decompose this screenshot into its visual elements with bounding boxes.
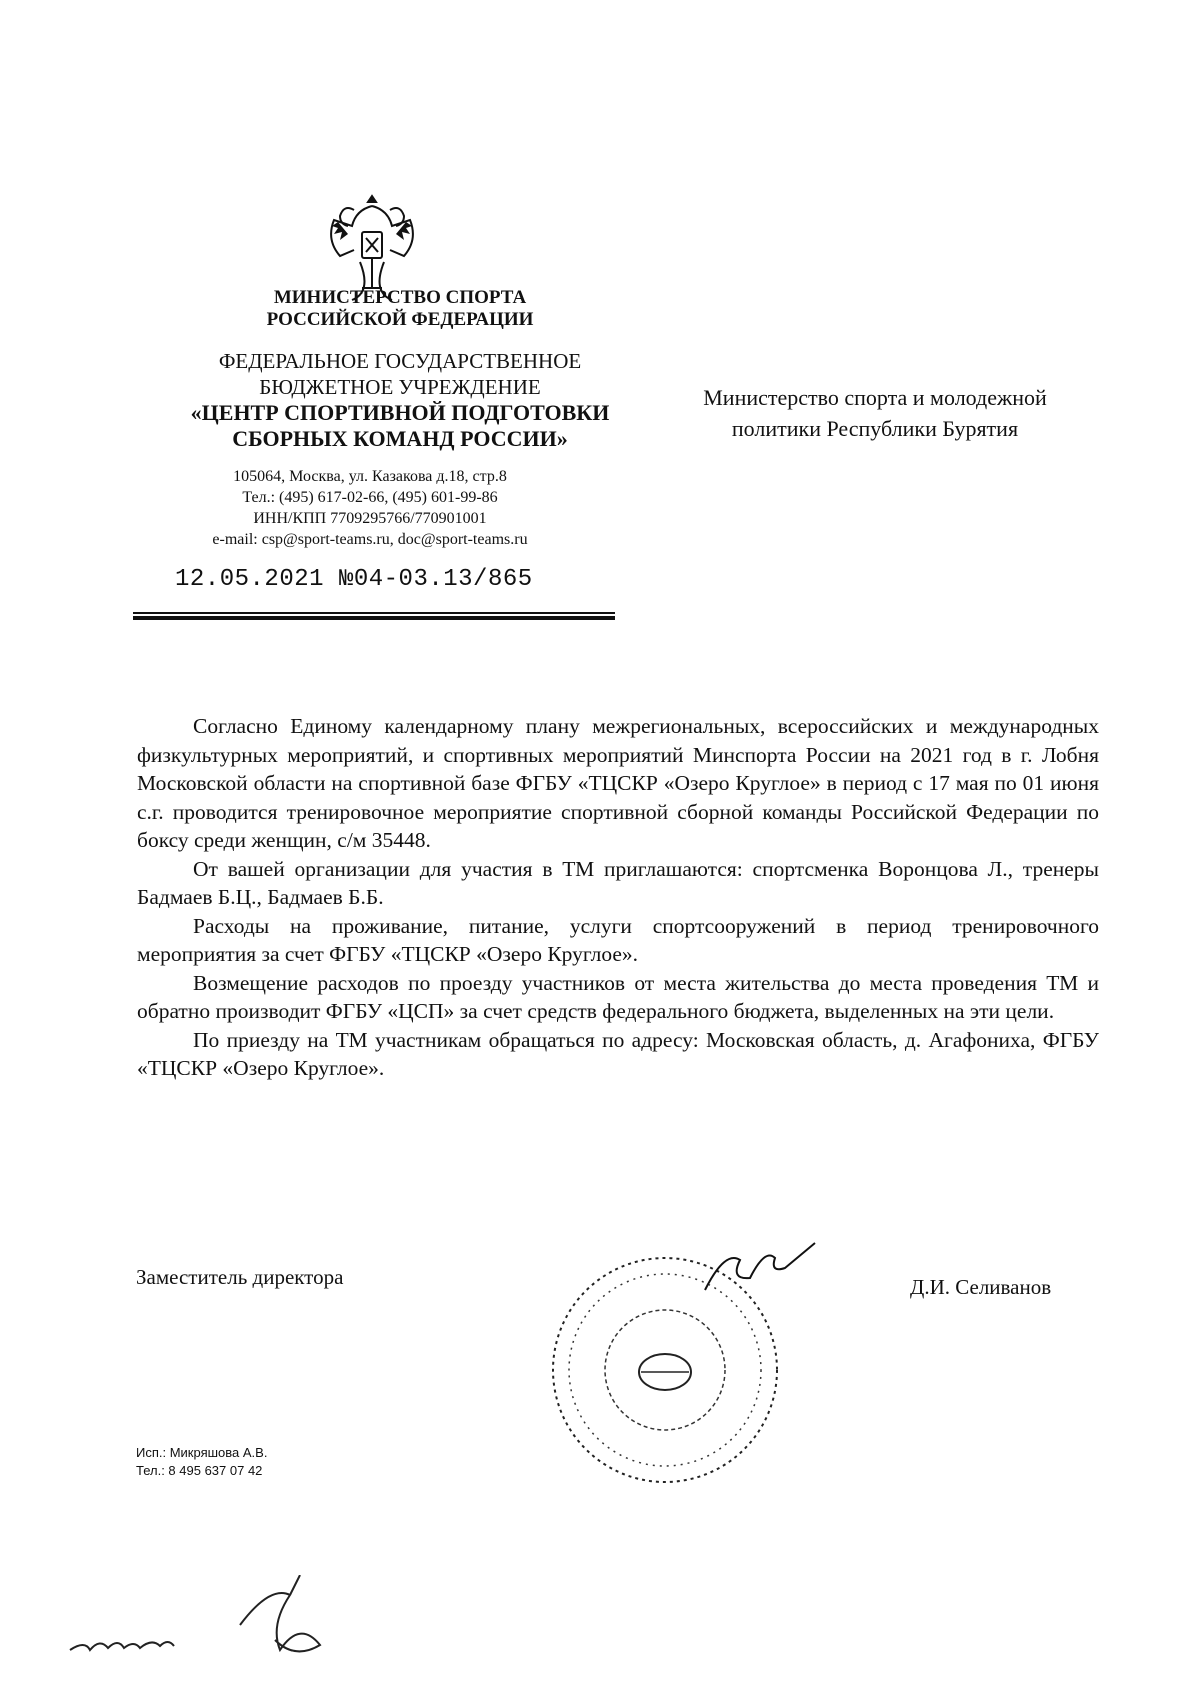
reference-number: 12.05.2021 №04-03.13/865 xyxy=(175,566,533,593)
institution-type-line2: БЮДЖЕТНОЕ УЧРЕЖДЕНИЕ xyxy=(259,375,541,399)
paragraph-4: Возмещение расходов по проезду участников от места жительства до места проведения ТМ и обратно производит ФГБУ «ЦСП» за счет средств федерального бюджета, выделенных на эти цели. xyxy=(137,970,1099,1023)
paragraph-3: Расходы на проживание, питание, услуги спортсооружений в период тренировочного мероприятия за счет ФГБУ «ТЦСКР «Озеро Круглое». xyxy=(137,913,1099,966)
handwritten-signature-icon xyxy=(700,1240,820,1300)
paragraph-1: Согласно Единому календарному плану межрегиональных, всероссийских и международных физкультурных мероприятий, и спортивных мероприятий Минспорта России на 2021 год в г. Лобня Московской области на спортивной базе ФГБУ «ТЦСКР «Озеро Круглое» в период с 17 мая по 01 июня с.г. проводится тренировочное мероприятие спортивной сборной команды Российской Федерации по боксу среди женщин, с/м 35448. xyxy=(137,714,1099,852)
executor-name: Исп.: Микряшова А.В. xyxy=(136,1445,268,1460)
institution-name-line2: СБОРНЫХ КОМАНД РОССИИ» xyxy=(232,426,568,451)
paragraph-2: От вашей организации для участия в ТМ приглашаются: спортсменка Воронцова Л., тренеры Бадмаев Б.Ц., Бадмаев Б.Б. xyxy=(137,856,1099,909)
paragraph-5: По приезду на ТМ участникам обращаться по адресу: Московская область, д. Агафониха, ФГБУ «ТЦСКР «Озеро Круглое». xyxy=(137,1027,1099,1080)
address: 105064, Москва, ул. Казакова д.18, стр.8 xyxy=(233,468,507,485)
handwritten-note-icon xyxy=(60,1575,360,1675)
recipient-line1: Министерство спорта и молодежной xyxy=(703,385,1047,410)
ministry-name-line2: РОССИЙСКОЙ ФЕДЕРАЦИИ xyxy=(266,309,534,330)
institution-name-line1: «ЦЕНТР СПОРТИВНОЙ ПОДГОТОВКИ xyxy=(190,400,610,425)
executor-phone: Тел.: 8 495 637 07 42 xyxy=(136,1463,263,1478)
header-divider xyxy=(133,612,615,614)
inn-kpp: ИНН/КПП 7709295766/770901001 xyxy=(253,510,487,527)
recipient-line2: политики Республики Бурятия xyxy=(731,416,1019,441)
executor-info xyxy=(136,1444,267,1480)
header-divider-thick xyxy=(133,616,615,620)
letter-body xyxy=(137,712,1099,1083)
email: e-mail: csp@sport-teams.ru, doc@sport-teams.ru xyxy=(212,531,528,548)
institution-type-line1: ФЕДЕРАЛЬНОЕ ГОСУДАРСТВЕННОЕ xyxy=(218,349,582,373)
ministry-name-line1: МИНИСТЕРСТВО СПОРТА xyxy=(273,287,527,308)
signatory-title: Заместитель директора xyxy=(136,1265,344,1289)
signatory-name: Д.И. Селиванов xyxy=(910,1275,1052,1299)
phone: Тел.: (495) 617-02-66, (495) 601-99-86 xyxy=(242,489,498,506)
